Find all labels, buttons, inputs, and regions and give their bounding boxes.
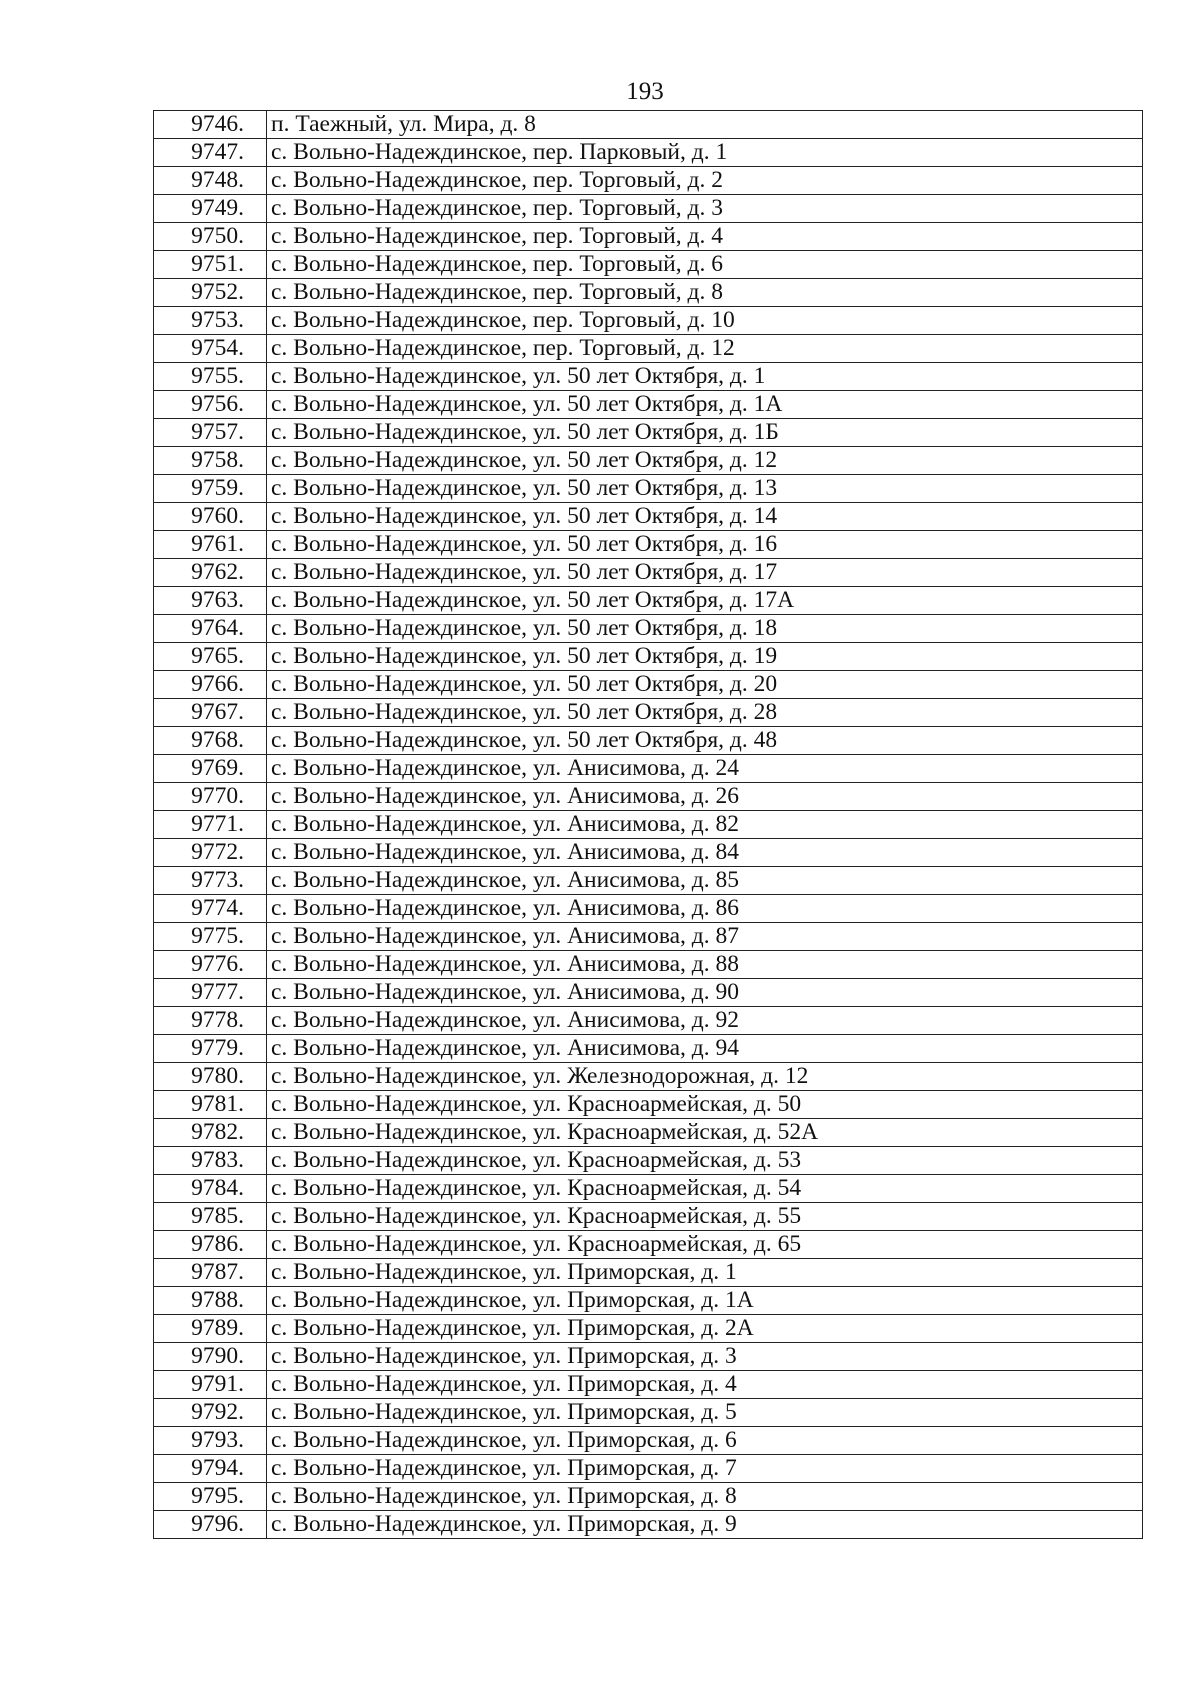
address-table — [153, 110, 1143, 1539]
address-cell: с. Вольно-Надеждинское, ул. 50 лет Октября, д. 1 — [267, 363, 1143, 391]
row-number-cell: 9790. — [154, 1343, 267, 1371]
address-cell: с. Вольно-Надеждинское, ул. 50 лет Октября, д. 20 — [267, 671, 1143, 699]
table-row — [154, 1119, 1143, 1147]
table-row — [154, 1147, 1143, 1175]
row-number-cell: 9793. — [154, 1427, 267, 1455]
table-row — [154, 895, 1143, 923]
address-cell: с. Вольно-Надеждинское, ул. Приморская, д. 8 — [267, 1483, 1143, 1511]
table-row — [154, 167, 1143, 195]
table-row — [154, 447, 1143, 475]
table-row — [154, 1315, 1143, 1343]
table-row — [154, 1455, 1143, 1483]
row-number-cell: 9755. — [154, 363, 267, 391]
address-cell: с. Вольно-Надеждинское, ул. Красноармейская, д. 54 — [267, 1175, 1143, 1203]
row-number-cell: 9778. — [154, 1007, 267, 1035]
row-number-cell: 9795. — [154, 1483, 267, 1511]
row-number-cell: 9781. — [154, 1091, 267, 1119]
row-number-cell: 9749. — [154, 195, 267, 223]
table-row — [154, 643, 1143, 671]
row-number-cell: 9766. — [154, 671, 267, 699]
row-number-cell: 9768. — [154, 727, 267, 755]
row-number-cell: 9747. — [154, 139, 267, 167]
address-cell: с. Вольно-Надеждинское, ул. Приморская, д. 7 — [267, 1455, 1143, 1483]
row-number-cell: 9791. — [154, 1371, 267, 1399]
row-number-cell: 9796. — [154, 1511, 267, 1539]
row-number-cell: 9765. — [154, 643, 267, 671]
table-row — [154, 223, 1143, 251]
table-row — [154, 559, 1143, 587]
table-row — [154, 111, 1143, 139]
address-cell: с. Вольно-Надеждинское, ул. Анисимова, д. 85 — [267, 867, 1143, 895]
row-number-cell: 9763. — [154, 587, 267, 615]
row-number-cell: 9767. — [154, 699, 267, 727]
page-number: 193 — [626, 78, 664, 105]
table-row — [154, 475, 1143, 503]
address-cell: с. Вольно-Надеждинское, пер. Торговый, д. 10 — [267, 307, 1143, 335]
row-number-cell: 9750. — [154, 223, 267, 251]
address-cell: с. Вольно-Надеждинское, ул. Анисимова, д. 86 — [267, 895, 1143, 923]
table-row — [154, 1091, 1143, 1119]
row-number-cell: 9771. — [154, 811, 267, 839]
address-cell: с. Вольно-Надеждинское, ул. 50 лет Октября, д. 14 — [267, 503, 1143, 531]
table-row — [154, 811, 1143, 839]
table-row — [154, 195, 1143, 223]
address-cell: с. Вольно-Надеждинское, ул. Анисимова, д. 24 — [267, 755, 1143, 783]
address-cell: с. Вольно-Надеждинское, ул. Приморская, д. 1 — [267, 1259, 1143, 1287]
row-number-cell: 9759. — [154, 475, 267, 503]
table-row — [154, 755, 1143, 783]
address-cell: с. Вольно-Надеждинское, ул. Приморская, д. 6 — [267, 1427, 1143, 1455]
address-cell: с. Вольно-Надеждинское, ул. Красноармейская, д. 53 — [267, 1147, 1143, 1175]
row-number-cell: 9780. — [154, 1063, 267, 1091]
address-cell: с. Вольно-Надеждинское, ул. Анисимова, д. 82 — [267, 811, 1143, 839]
table-row — [154, 727, 1143, 755]
row-number-cell: 9779. — [154, 1035, 267, 1063]
address-cell: с. Вольно-Надеждинское, ул. Анисимова, д. 88 — [267, 951, 1143, 979]
table-row — [154, 531, 1143, 559]
address-cell: п. Таежный, ул. Мира, д. 8 — [267, 111, 1143, 139]
address-cell: с. Вольно-Надеждинское, ул. Анисимова, д. 94 — [267, 1035, 1143, 1063]
address-cell: с. Вольно-Надеждинское, пер. Парковый, д. 1 — [267, 139, 1143, 167]
address-cell: с. Вольно-Надеждинское, ул. 50 лет Октября, д. 12 — [267, 447, 1143, 475]
address-cell: с. Вольно-Надеждинское, ул. Красноармейская, д. 52А — [267, 1119, 1143, 1147]
address-cell: с. Вольно-Надеждинское, ул. 50 лет Октября, д. 18 — [267, 615, 1143, 643]
table-row — [154, 139, 1143, 167]
table-row — [154, 923, 1143, 951]
row-number-cell: 9783. — [154, 1147, 267, 1175]
address-cell: с. Вольно-Надеждинское, пер. Торговый, д. 8 — [267, 279, 1143, 307]
row-number-cell: 9784. — [154, 1175, 267, 1203]
row-number-cell: 9792. — [154, 1399, 267, 1427]
row-number-cell: 9756. — [154, 391, 267, 419]
row-number-cell: 9787. — [154, 1259, 267, 1287]
address-cell: с. Вольно-Надеждинское, пер. Торговый, д. 12 — [267, 335, 1143, 363]
table-row — [154, 1203, 1143, 1231]
table-row — [154, 587, 1143, 615]
row-number-cell: 9774. — [154, 895, 267, 923]
table-row — [154, 671, 1143, 699]
table-row — [154, 1063, 1143, 1091]
row-number-cell: 9762. — [154, 559, 267, 587]
row-number-cell: 9757. — [154, 419, 267, 447]
address-cell: с. Вольно-Надеждинское, ул. 50 лет Октября, д. 17 — [267, 559, 1143, 587]
address-cell: с. Вольно-Надеждинское, ул. Приморская, д. 1А — [267, 1287, 1143, 1315]
row-number-cell: 9760. — [154, 503, 267, 531]
row-number-cell: 9753. — [154, 307, 267, 335]
row-number-cell: 9770. — [154, 783, 267, 811]
address-cell: с. Вольно-Надеждинское, ул. Анисимова, д. 90 — [267, 979, 1143, 1007]
table-row — [154, 419, 1143, 447]
table-row — [154, 783, 1143, 811]
row-number-cell: 9794. — [154, 1455, 267, 1483]
row-number-cell: 9748. — [154, 167, 267, 195]
table-row — [154, 1483, 1143, 1511]
table-row — [154, 839, 1143, 867]
table-row — [154, 335, 1143, 363]
address-cell: с. Вольно-Надеждинское, ул. 50 лет Октября, д. 16 — [267, 531, 1143, 559]
address-cell: с. Вольно-Надеждинское, пер. Торговый, д. 3 — [267, 195, 1143, 223]
row-number-cell: 9751. — [154, 251, 267, 279]
address-cell: с. Вольно-Надеждинское, ул. Анисимова, д. 26 — [267, 783, 1143, 811]
table-row — [154, 251, 1143, 279]
row-number-cell: 9788. — [154, 1287, 267, 1315]
table-row — [154, 867, 1143, 895]
address-cell: с. Вольно-Надеждинское, пер. Торговый, д. 4 — [267, 223, 1143, 251]
address-cell: с. Вольно-Надеждинское, ул. 50 лет Октября, д. 28 — [267, 699, 1143, 727]
row-number-cell: 9746. — [154, 111, 267, 139]
row-number-cell: 9764. — [154, 615, 267, 643]
table-row — [154, 307, 1143, 335]
table-row — [154, 391, 1143, 419]
row-number-cell: 9752. — [154, 279, 267, 307]
table-row — [154, 279, 1143, 307]
address-cell: с. Вольно-Надеждинское, ул. Приморская, д. 5 — [267, 1399, 1143, 1427]
table-row — [154, 1259, 1143, 1287]
table-row — [154, 1287, 1143, 1315]
row-number-cell: 9775. — [154, 923, 267, 951]
address-cell: с. Вольно-Надеждинское, ул. Анисимова, д. 87 — [267, 923, 1143, 951]
row-number-cell: 9773. — [154, 867, 267, 895]
table-row — [154, 1175, 1143, 1203]
table-row — [154, 1511, 1143, 1539]
table-row — [154, 363, 1143, 391]
address-table-body — [154, 111, 1143, 1539]
address-cell: с. Вольно-Надеждинское, ул. Красноармейская, д. 50 — [267, 1091, 1143, 1119]
row-number-cell: 9754. — [154, 335, 267, 363]
row-number-cell: 9772. — [154, 839, 267, 867]
table-row — [154, 979, 1143, 1007]
address-cell: с. Вольно-Надеждинское, ул. Анисимова, д. 84 — [267, 839, 1143, 867]
address-cell: с. Вольно-Надеждинское, ул. Приморская, д. 4 — [267, 1371, 1143, 1399]
table-row — [154, 1007, 1143, 1035]
table-row — [154, 951, 1143, 979]
table-row — [154, 1343, 1143, 1371]
table-row — [154, 1035, 1143, 1063]
table-row — [154, 699, 1143, 727]
row-number-cell: 9777. — [154, 979, 267, 1007]
row-number-cell: 9776. — [154, 951, 267, 979]
address-cell: с. Вольно-Надеждинское, ул. 50 лет Октября, д. 1А — [267, 391, 1143, 419]
table-row — [154, 1371, 1143, 1399]
address-cell: с. Вольно-Надеждинское, пер. Торговый, д. 6 — [267, 251, 1143, 279]
address-cell: с. Вольно-Надеждинское, ул. 50 лет Октября, д. 1Б — [267, 419, 1143, 447]
address-cell: с. Вольно-Надеждинское, ул. 50 лет Октября, д. 48 — [267, 727, 1143, 755]
address-cell: с. Вольно-Надеждинское, ул. Железнодорожная, д. 12 — [267, 1063, 1143, 1091]
row-number-cell: 9786. — [154, 1231, 267, 1259]
address-cell: с. Вольно-Надеждинское, ул. Красноармейская, д. 55 — [267, 1203, 1143, 1231]
row-number-cell: 9761. — [154, 531, 267, 559]
address-cell: с. Вольно-Надеждинское, пер. Торговый, д. 2 — [267, 167, 1143, 195]
address-cell: с. Вольно-Надеждинское, ул. Приморская, д. 9 — [267, 1511, 1143, 1539]
table-row — [154, 1399, 1143, 1427]
row-number-cell: 9769. — [154, 755, 267, 783]
row-number-cell: 9782. — [154, 1119, 267, 1147]
row-number-cell: 9785. — [154, 1203, 267, 1231]
address-cell: с. Вольно-Надеждинское, ул. Приморская, д. 3 — [267, 1343, 1143, 1371]
table-row — [154, 1427, 1143, 1455]
address-cell: с. Вольно-Надеждинское, ул. 50 лет Октября, д. 17А — [267, 587, 1143, 615]
table-row — [154, 1231, 1143, 1259]
table-row — [154, 615, 1143, 643]
row-number-cell: 9789. — [154, 1315, 267, 1343]
address-cell: с. Вольно-Надеждинское, ул. 50 лет Октября, д. 13 — [267, 475, 1143, 503]
address-cell: с. Вольно-Надеждинское, ул. Приморская, д. 2А — [267, 1315, 1143, 1343]
address-cell: с. Вольно-Надеждинское, ул. Анисимова, д. 92 — [267, 1007, 1143, 1035]
row-number-cell: 9758. — [154, 447, 267, 475]
table-row — [154, 503, 1143, 531]
address-cell: с. Вольно-Надеждинское, ул. 50 лет Октября, д. 19 — [267, 643, 1143, 671]
address-cell: с. Вольно-Надеждинское, ул. Красноармейская, д. 65 — [267, 1231, 1143, 1259]
